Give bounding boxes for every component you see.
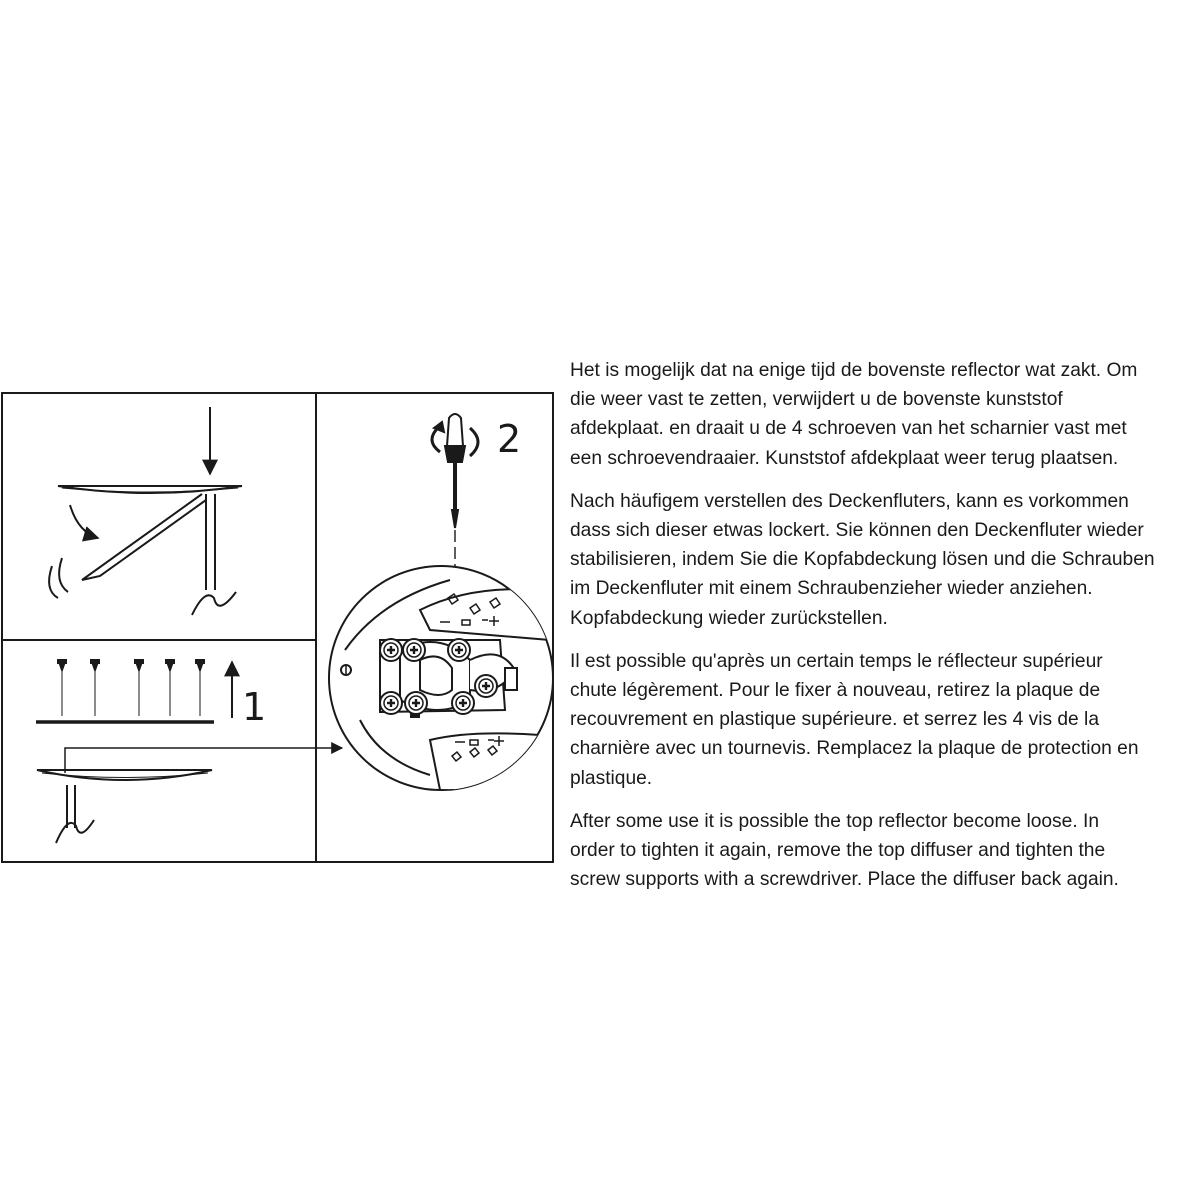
instruction-diagram (0, 0, 560, 880)
text-line: die weer vast te zetten, verwijdert u de bovenste kunststof (570, 389, 1063, 411)
text-line: afdekplaat. en draait u de 4 schroeven van het scharnier vast met (570, 418, 1127, 440)
text-line: recouvrement en plastique supérieure. et serrez les 4 vis de la (570, 709, 1099, 731)
instruction-text (570, 356, 1196, 908)
text-line: dass sich dieser etwas lockert. Sie können den Deckenfluter wieder (570, 520, 1144, 542)
remove-screws-illustration (36, 660, 342, 843)
text-line: chute légèrement. Pour le fixer à nouveau, retirez la plaque de (570, 680, 1101, 702)
reflector-tilt-illustration (49, 407, 242, 615)
paragraph-english (570, 807, 1196, 895)
text-line: een schroevendraaier. Kunststof afdekplaat weer terug plaatsen. (570, 447, 1119, 469)
text-line: Het is mogelijk dat na enige tijd de bovenste reflector wat zakt. Om (570, 360, 1138, 381)
text-line: order to tighten it again, remove the top diffuser and tighten the (570, 840, 1106, 862)
paragraph-dutch (570, 356, 1196, 473)
paragraph-french (570, 647, 1196, 793)
paragraph-german (570, 487, 1196, 633)
step-2-number: 2 (497, 417, 522, 461)
text-line: charnière avec un tournevis. Remplacez la plaque de protection en (570, 738, 1139, 760)
text-line: im Deckenfluter mit einem Schraubenzieher wieder anziehen. (570, 578, 1093, 600)
text-line: screw supports with a screwdriver. Place the diffuser back again. (570, 869, 1119, 891)
text-line: Il est possible qu'après un certain temps le réflecteur supérieur (570, 650, 1103, 672)
text-line: After some use it is possible the top reflector become loose. In (570, 810, 1099, 832)
text-line: stabilisieren, indem Sie die Kopfabdeckung lösen und die Schrauben (570, 549, 1155, 571)
text-line: plastique. (570, 767, 653, 789)
step-1-number: 1 (242, 685, 267, 729)
hinge-detail-circle (329, 566, 553, 790)
text-line: Nach häufigem verstellen des Deckenfluters, kann es vorkommen (570, 490, 1129, 512)
text-line: Kopfabdeckung wieder zurückstellen. (570, 607, 888, 629)
